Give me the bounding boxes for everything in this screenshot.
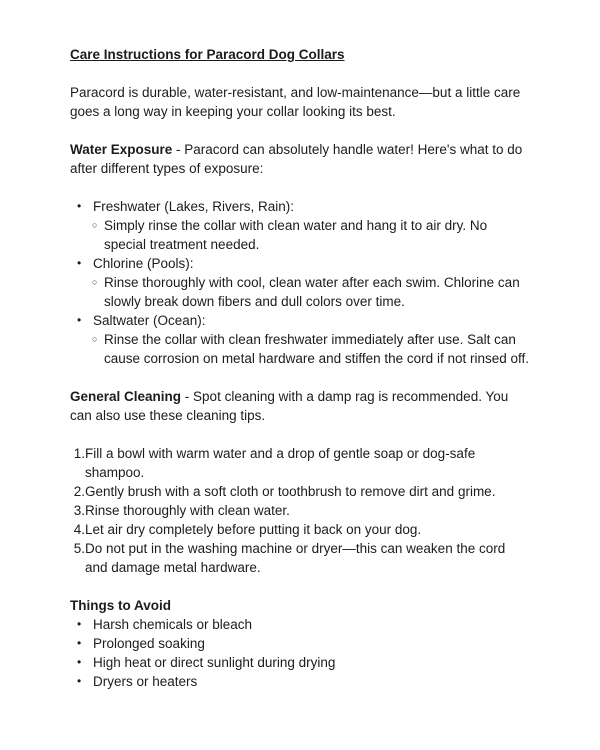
list-item <box>70 254 530 273</box>
list-item-number: 3. <box>73 503 85 518</box>
list-item <box>70 634 530 653</box>
bullet-icon: • <box>77 617 82 631</box>
general-cleaning-lead-in: - Spot cleaning with a damp rag is recommended. You can also use these cleaning tips. <box>70 389 509 423</box>
list-item <box>70 672 530 691</box>
numbered-list-item <box>70 520 530 539</box>
numbered-list-item <box>70 482 530 501</box>
exposure-instruction: Simply rinse the collar with clean water and hang it to air dry. No special treatment needed. <box>104 218 488 252</box>
list-item-number: 5. <box>73 541 85 556</box>
bullet-icon: • <box>77 199 82 213</box>
general-cleaning-paragraph <box>70 387 530 425</box>
list-item <box>70 311 530 330</box>
list-item-sub <box>70 273 530 311</box>
step-text: Do not put in the washing machine or dryer—this can weaken the cord and damage metal hardware. <box>85 541 506 575</box>
exposure-instruction: Rinse the collar with clean freshwater immediately after use. Salt can cause corrosion on metal hardware and stiffen the cord if not rinsed off. <box>104 332 529 366</box>
bullet-icon: • <box>77 636 82 650</box>
step-text: Fill a bowl with warm water and a drop of gentle soap or dog-safe shampoo. <box>85 446 476 480</box>
bullet-icon: • <box>77 256 82 270</box>
list-item <box>70 653 530 672</box>
list-item-number: 1. <box>73 446 85 461</box>
numbered-list-item <box>70 444 530 482</box>
exposure-instruction: Rinse thoroughly with cool, clean water after each swim. Chlorine can slowly break down fibers and dull colors over time. <box>104 275 520 309</box>
avoid-item-text: Prolonged soaking <box>93 636 205 651</box>
water-exposure-paragraph <box>70 140 530 178</box>
page-title: Care Instructions for Paracord Dog Collars <box>70 47 345 62</box>
sub-bullet-icon: ○ <box>92 277 98 287</box>
cleaning-steps-list <box>70 444 530 577</box>
sub-bullet-icon: ○ <box>92 334 98 344</box>
avoid-list <box>70 615 530 691</box>
water-exposure-heading: Water Exposure <box>70 142 173 157</box>
exposure-label: Saltwater (Ocean): <box>93 313 206 328</box>
bullet-icon: • <box>77 655 82 669</box>
bullet-icon: • <box>77 313 82 327</box>
list-item-number: 2. <box>73 484 85 499</box>
sub-bullet-icon: ○ <box>92 220 98 230</box>
numbered-list-item <box>70 539 530 577</box>
step-text: Let air dry completely before putting it back on your dog. <box>85 522 422 537</box>
numbered-list-item <box>70 501 530 520</box>
avoid-item-text: Harsh chemicals or bleach <box>93 617 253 632</box>
water-exposure-lead-in: - Paracord can absolutely handle water! Here's what to do after different types of exposure: <box>70 142 523 176</box>
exposure-label: Chlorine (Pools): <box>93 256 194 271</box>
list-item-sub <box>70 330 530 368</box>
intro-paragraph: Paracord is durable, water-resistant, and low-maintenance—but a little care goes a long way in keeping your collar looking its best. <box>70 85 521 119</box>
step-text: Gently brush with a soft cloth or toothbrush to remove dirt and grime. <box>85 484 496 499</box>
avoid-item-text: High heat or direct sunlight during drying <box>93 655 336 670</box>
step-text: Rinse thoroughly with clean water. <box>85 503 290 518</box>
list-item <box>70 615 530 634</box>
general-cleaning-heading: General Cleaning <box>70 389 182 404</box>
avoid-item-text: Dryers or heaters <box>93 674 198 689</box>
list-item <box>70 197 530 216</box>
list-item-sub <box>70 216 530 254</box>
bullet-icon: • <box>77 674 82 688</box>
exposure-list <box>70 197 530 368</box>
list-item-number: 4. <box>73 522 85 537</box>
things-to-avoid-heading: Things to Avoid <box>70 598 171 613</box>
exposure-label: Freshwater (Lakes, Rivers, Rain): <box>93 199 295 214</box>
